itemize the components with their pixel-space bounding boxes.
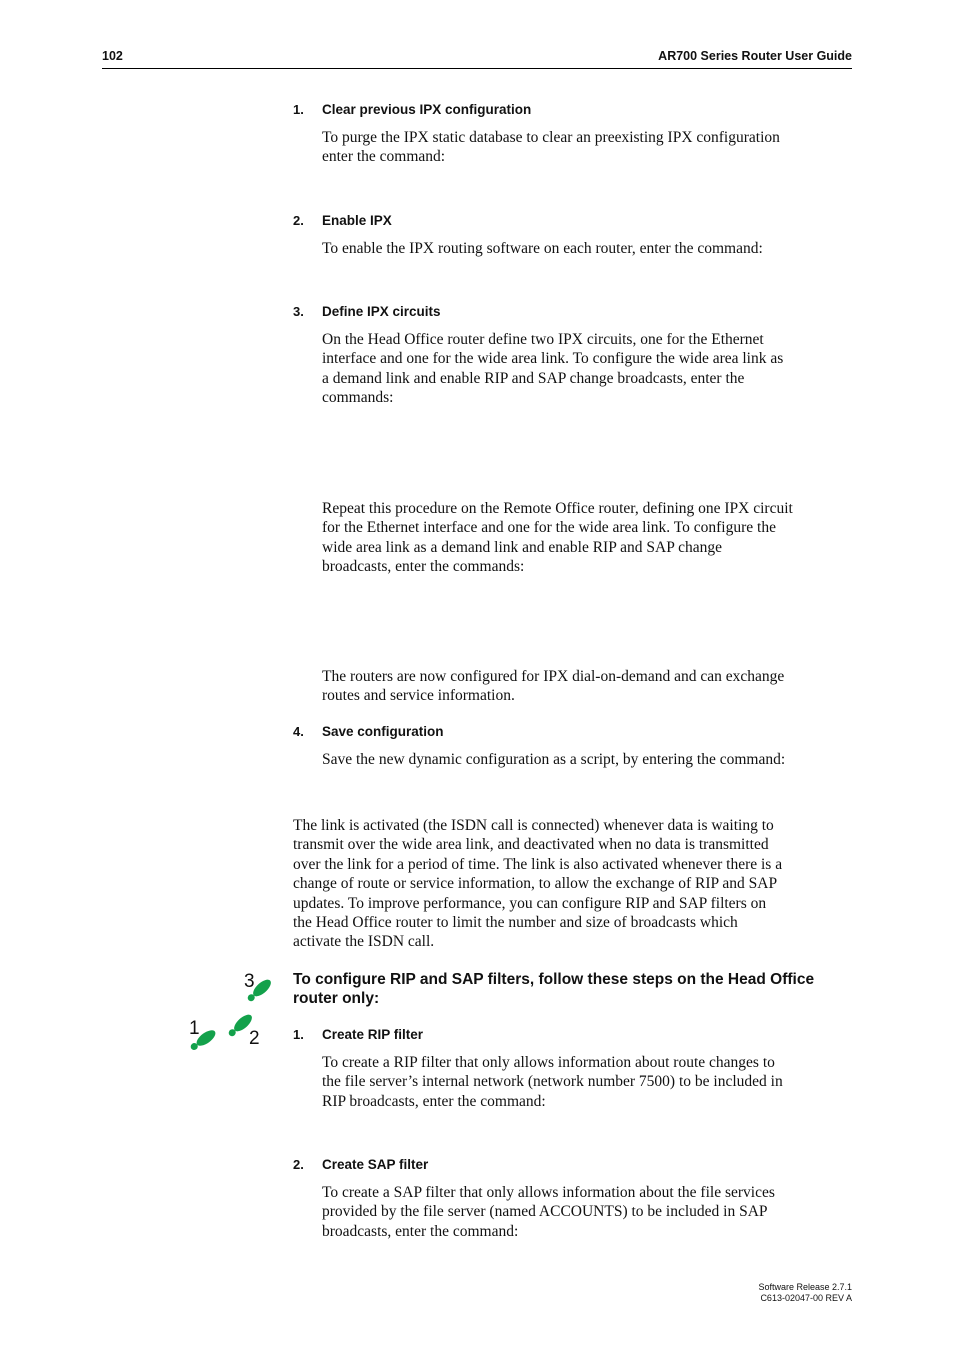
running-header-title: AR700 Series Router User Guide: [658, 49, 852, 63]
document-id: C613-02047-00 REV A: [760, 1292, 852, 1303]
step-1-text: To purge the IPX static database to clear an preexisting IPX configuration enter the command:: [322, 129, 780, 166]
step-3-number: 3.: [293, 304, 304, 319]
step-3-text-remote-office: Repeat this procedure on the Remote Office router, defining one IPX circuit for the Ethernet interface and one for the wide area link. To configure the wide area link as a demand link and enable RIP and SAP change broadcasts, enter the commands:: [322, 500, 793, 576]
step-4-text: Save the new dynamic configuration as a script, by entering the command:: [322, 751, 786, 768]
step-4-number: 4.: [293, 724, 304, 739]
page-number: 102: [102, 49, 123, 63]
filter-step-1-title: Create RIP filter: [322, 1027, 424, 1042]
explanation-paragraph: The link is activated (the ISDN call is connected) whenever data is waiting to transmit over the wide area link, and deactivated when no data is transmitted over the link for a period of time. The link is also activated whenever there is a change of route or service information, to allow the exchange of RIP and SAP updates. To improve performance, you can configure RIP and SAP filters on the Head Office router to limit the number and size of broadcasts which activate the ISDN call.: [293, 817, 783, 951]
footsteps-icon: [186, 966, 278, 1052]
step-3-text-summary: The routers are now configured for IPX dial-on-demand and can exchange routes and service information.: [322, 668, 785, 705]
step-2-title: Enable IPX: [322, 213, 392, 228]
filter-step-2-number: 2.: [293, 1157, 304, 1172]
step-2-number: 2.: [293, 213, 304, 228]
step-1-title: Clear previous IPX configuration: [322, 102, 532, 117]
filter-step-2-title: Create SAP filter: [322, 1157, 429, 1172]
filter-step-2-text: To create a SAP filter that only allows information about the file services provided by the file server (named ACCOUNTS) to be included in SAP broadcasts, enter the command:: [322, 1184, 775, 1240]
step-1-number: 1.: [293, 102, 304, 117]
filter-step-1-number: 1.: [293, 1027, 304, 1042]
footstep-number-3: 3: [244, 971, 255, 992]
header-rule: [102, 68, 852, 69]
procedure-heading: To configure RIP and SAP filters, follow these steps on the Head Office router only:: [293, 971, 815, 1008]
step-3-title: Define IPX circuits: [322, 304, 441, 319]
step-3-text-head-office: On the Head Office router define two IPX circuits, one for the Ethernet interface and one for the wide area link. To configure the wide area link as a demand link and enable RIP and SAP change broadcasts, enter the commands:: [322, 331, 784, 407]
step-4-title: Save configuration: [322, 724, 444, 739]
software-release: Software Release 2.7.1: [758, 1282, 852, 1292]
step-2-text: To enable the IPX routing software on each router, enter the command:: [322, 240, 763, 257]
filter-step-1-text: To create a RIP filter that only allows information about route changes to the file server’s internal network (network number 7500) to be included in RIP broadcasts, enter the command:: [322, 1054, 783, 1110]
footstep-number-1: 1: [189, 1018, 200, 1039]
page-footer: [758, 1282, 852, 1303]
footstep-number-2: 2: [249, 1028, 260, 1049]
